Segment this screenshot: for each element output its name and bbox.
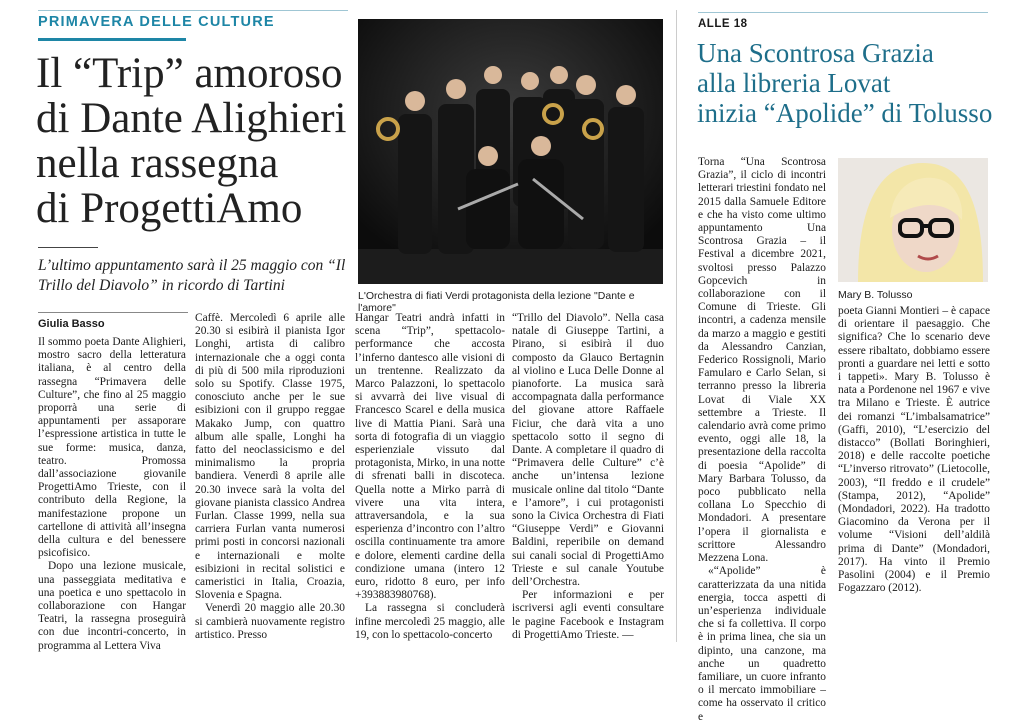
title-line: alla libreria Lovat — [697, 68, 891, 98]
article-column-3 — [355, 312, 505, 642]
portrait-caption: Mary B. Tolusso — [838, 289, 913, 301]
paragraph: «“Apolide” è caratterizzata da una nitida energia, tocca aspetti di un’esperienza individuale che si fa collettiva. Il corpo è in prima linea, che sia un dipinto, una canzone, ma anche un quadretto familiare, un cuore infranto o il mercato immobiliare – come ha osservato il critico e — [698, 565, 826, 723]
right-column-2 — [838, 305, 990, 595]
title-line: nella rassegna — [36, 140, 279, 187]
title-line: di Dante Alighieri — [36, 95, 347, 142]
rubric-underline — [38, 38, 186, 41]
paragraph: Per informazioni e per iscriversi agli eventi consultare le pagine Facebook e Instagram di ProgettiAmo Trieste. — — [512, 589, 664, 641]
column-separator — [676, 10, 677, 642]
author-portrait-icon — [838, 158, 988, 282]
title-line: inizia “Apolide” di Tolusso — [697, 98, 993, 128]
paragraph: Hangar Teatri andrà infatti in scena “Trip”, spettacolo-performance che accosta l’inferno dantesco alle visioni di un trentenne. Realizzato da Marco Palazzoni, lo spettacolo si avvarrà dei live visual di Francesco Scarel e della musica live di Mattia Piani. Sarà una sorta di fotografia di un viaggio esperienziale vissuto dal protagonista, Mirko, in una notte di sfrenati balli in discoteca. Quella notte a Mirko parrà di vivere una vita intera, attraversandola, e la sua esperienza d’incontro con l’altro oscilla continuamente tra amore e dolore, elementi cardine della condizione umana (intero 12 euro, ridotto 8 euro, per info +393883980768). — [355, 312, 505, 602]
right-top-rule — [698, 12, 988, 13]
paragraph: Torna “Una Scontrosa Grazia”, il ciclo di incontri letterari triestini fondato nel 2015 dalla Samuele Editore e che ha visto come ultimo appuntamento Una Scontrosa Grazia – il Festival a dicembre 2021, svoltosi presso Palazzo Gopcevich in collaborazione con il Comune di Trieste. Gli incontri, a cadenza mensile da marzo a maggio e gestiti da Alessandro Canzian, Federico Rossignoli, Mario Famularo e Carlo Selan, si terranno presso la libreria Lovat di Viale XX settembre a Trieste. Il calendario avrà come primo evento, oggi alle 18, la presentazione della raccolta di poesia “Apolide” di Mary Barbara Tolusso, da poco pubblicato nella collana Lo Specchio di Mondadori. A presentare l’opera il giornalista e scrittore Alessandro Mezzena Lona. — [698, 156, 826, 565]
paragraph: La rassegna si concluderà infine mercoledì 25 maggio, alle 19, con lo spettacolo-concerto — [355, 602, 505, 641]
article-column-2 — [195, 312, 345, 642]
author-rule — [38, 312, 188, 313]
article-subtitle: L’ultimo appuntamento sarà il 25 maggio con “Il Trillo del Diavolo” in ricordo di Tartini — [38, 257, 346, 294]
photo-caption: L'Orchestra di fiati Verdi protagonista della lezione "Dante e l'amore" — [358, 290, 635, 314]
subtitle-rule — [38, 247, 98, 248]
article-column-1 — [38, 336, 186, 653]
title-line: Il “Trip” amoroso — [36, 50, 343, 97]
right-article-title — [697, 38, 997, 128]
article-title — [36, 51, 356, 231]
paragraph: poeta Gianni Montieri – è capace di orientare il paesaggio. Che significa? Che lo scenario deve essere ribaltato, dobbiamo essere pronti a guardare nei letti e sotto i tappeti». Mary B. Tolusso è nata a Pordenone nel 1967 e vive tra Milano e Trieste. È autrice dei romanzi “L’imbalsamatrice” (Gaffi, 2010), “L’esercizio del distacco” (Bollati Boringhieri, 2018) e delle raccolte poetiche “L’inverso ritrovato” (Lietocolle, 2003), “Il freddo e il crudele” (Stampa, 2012), “Apolide” (Mondadori, 2022). Ha tradotto Giacomino da Verona per il volume “Visioni dell’aldilà prima di Dante” (Mondadori, 2017). Ha vinto il Premio Pasolini (2004) e il Premio Fogazzaro (2012). — [838, 305, 990, 595]
article-column-4 — [512, 312, 664, 642]
section-rubric: PRIMAVERA DELLE CULTURE — [38, 14, 275, 30]
title-line: Una Scontrosa Grazia — [697, 38, 934, 68]
orchestra-photo-icon — [358, 19, 663, 284]
author-portrait — [838, 158, 988, 282]
paragraph: Dopo una lezione musicale, una passeggiata meditativa e una poetica e uno spettacolo in collaborazione con Hangar Teatri, la rassegna proseguirà con due incontri-concerto, in programma al Lettera Viva — [38, 560, 186, 652]
paragraph: Venerdì 20 maggio alle 20.30 si cambierà nuovamente registro artistico. Presso — [195, 602, 345, 641]
paragraph: “Trillo del Diavolo”. Nella casa natale di Giuseppe Tartini, a Pirano, si esibirà il duo composto da Glauco Bertagnin al violino e Luca Delle Donne al pianoforte. La musica sarà accompagnata dalla performance del giovane attore Raffaele Ficiur, che darà vita a uno spettacolo sotto il segno di Dante. A completare il quadro di “Primavera delle Culture” c’è anche un’intensa lezione musicale online dal titolo “Dante e l’amore”, i cui protagonisti sono la Civica Orchestra di Fiati “Giuseppe Verdi” e Giovanni Baldini, reperibile on demand sui canali social di ProgettiAmo Trieste e sul canale Youtube dell’Orchestra. — [512, 312, 664, 589]
paragraph: Caffè. Mercoledì 6 aprile alle 20.30 si esibirà il pianista Igor Longhi, artista di calibro internazionale che a oggi conta di più di 500 mila riproduzioni solo su Spotify. Classe 1975, conosciuto anche per le sue esibizioni con il gruppo reggae Makako Jump, con quattro album alle spalle, Longhi ha fatto del neoclassicismo e del minimalismo la propria bandiera. Venerdì 8 aprile alle 20.30 invece sarà la volta del giovane pianista classico Andrea Furlan. Classe 1999, nella sua carriera Furlan vanta numerosi primi posti in concorsi nazionali e internazionali e molte esibizioni in recital solistici e cameristici in Italia, Croazia, Slovenia e Spagna. — [195, 312, 345, 602]
top-rule — [38, 10, 348, 11]
orchestra-photo — [358, 19, 663, 284]
right-kicker: ALLE 18 — [698, 18, 748, 30]
paragraph: Il sommo poeta Dante Alighieri, mostro sacro della letteratura italiana, è al centro della rassegna “Primavera delle Culture”, che fino al 25 maggio proporrà una serie di appuntamenti per assaporare l’espressione artistica in tutte le sue forme: musica, danza, teatro. Promossa dall’associazione giovanile ProgettiAmo Trieste, con il contributo della Regione, la manifestazione propone un cartellone di attività all’insegna della cultura e del benessere psicofisico. — [38, 336, 186, 560]
title-line: di ProgettiAmo — [36, 185, 303, 232]
right-column-1 — [698, 156, 826, 724]
author-byline: Giulia Basso — [38, 318, 105, 330]
